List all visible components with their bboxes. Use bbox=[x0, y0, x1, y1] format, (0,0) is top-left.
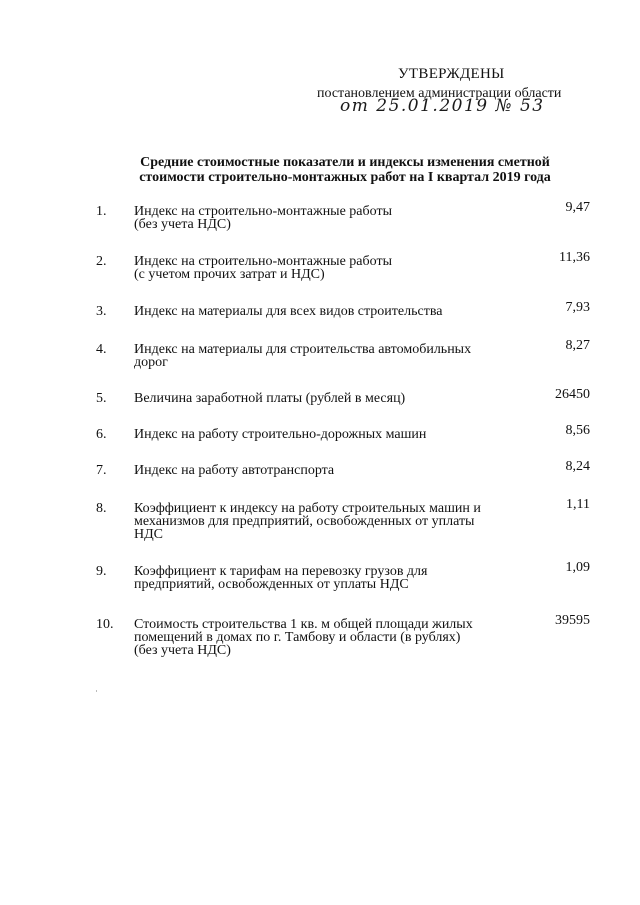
item-value: 8,56 bbox=[565, 423, 590, 438]
scan-speck bbox=[96, 690, 97, 692]
item-description bbox=[134, 618, 524, 657]
item-description-line: Коэффициент к тарифам на перевозку грузов для bbox=[134, 564, 428, 579]
document-title bbox=[96, 155, 594, 185]
item-description-line: дорог bbox=[134, 355, 168, 370]
item-description-line: Индекс на работу автотранспорта bbox=[134, 463, 335, 478]
approval-title: УТВЕРЖДЕНЫ bbox=[398, 66, 505, 82]
item-description bbox=[134, 464, 524, 477]
item-description bbox=[134, 565, 524, 591]
item-value: 39595 bbox=[555, 613, 590, 628]
item-description-line: Коэффициент к индексу на работу строительных машин и bbox=[134, 501, 481, 516]
item-description-line: НДС bbox=[134, 527, 163, 542]
item-description bbox=[134, 255, 524, 281]
item-description-line: Индекс на строительно-монтажные работы bbox=[134, 254, 392, 269]
document-title-line-1: Средние стоимостные показатели и индексы изменения сметной bbox=[140, 155, 550, 170]
item-description-line: Стоимость строительства 1 кв. м общей площади жилых bbox=[134, 617, 473, 632]
item-value: 9,47 bbox=[565, 200, 590, 215]
item-value: 26450 bbox=[555, 387, 590, 402]
item-number: 7. bbox=[96, 463, 107, 478]
item-number: 8. bbox=[96, 501, 107, 516]
item-number: 6. bbox=[96, 427, 107, 442]
item-description-line: Индекс на строительно-монтажные работы bbox=[134, 204, 392, 219]
item-description bbox=[134, 392, 524, 405]
item-description-line: Индекс на работу строительно-дорожных машин bbox=[134, 427, 427, 442]
item-number: 9. bbox=[96, 564, 107, 579]
item-description-line: (без учета НДС) bbox=[134, 217, 231, 232]
item-number: 2. bbox=[96, 254, 107, 269]
item-value: 1,09 bbox=[565, 560, 590, 575]
item-description-line: помещений в домах по г. Тамбову и области (в рублях) bbox=[134, 630, 461, 645]
document-title-line-2: стоимости строительно-монтажных работ на I квартал 2019 года bbox=[139, 170, 551, 185]
item-description bbox=[134, 305, 524, 318]
item-value: 7,93 bbox=[565, 300, 590, 315]
item-description-line: (без учета НДС) bbox=[134, 643, 231, 658]
item-description bbox=[134, 502, 524, 541]
item-value: 8,27 bbox=[565, 338, 590, 353]
item-description bbox=[134, 343, 524, 369]
item-value: 1,11 bbox=[566, 497, 590, 512]
handwritten-date-number: от 25.01.2019 № 53 bbox=[340, 96, 545, 116]
item-description-line: предприятий, освобожденных от уплаты НДС bbox=[134, 577, 409, 592]
item-value: 8,24 bbox=[565, 459, 590, 474]
item-description bbox=[134, 205, 524, 231]
item-number: 4. bbox=[96, 342, 107, 357]
item-number: 5. bbox=[96, 391, 107, 406]
item-description-line: Величина заработной платы (рублей в месяц) bbox=[134, 391, 406, 406]
item-description bbox=[134, 428, 524, 441]
item-description-line: Индекс на материалы для всех видов строительства bbox=[134, 304, 443, 319]
item-number: 3. bbox=[96, 304, 107, 319]
item-value: 11,36 bbox=[559, 250, 590, 265]
item-description-line: (с учетом прочих затрат и НДС) bbox=[134, 267, 325, 282]
item-description-line: Индекс на материалы для строительства автомобильных bbox=[134, 342, 472, 357]
item-number: 10. bbox=[96, 617, 114, 632]
item-description-line: механизмов для предприятий, освобожденных от уплаты bbox=[134, 514, 475, 529]
item-number: 1. bbox=[96, 204, 107, 219]
approval-subtitle: постановлением администрации области bbox=[317, 86, 562, 101]
